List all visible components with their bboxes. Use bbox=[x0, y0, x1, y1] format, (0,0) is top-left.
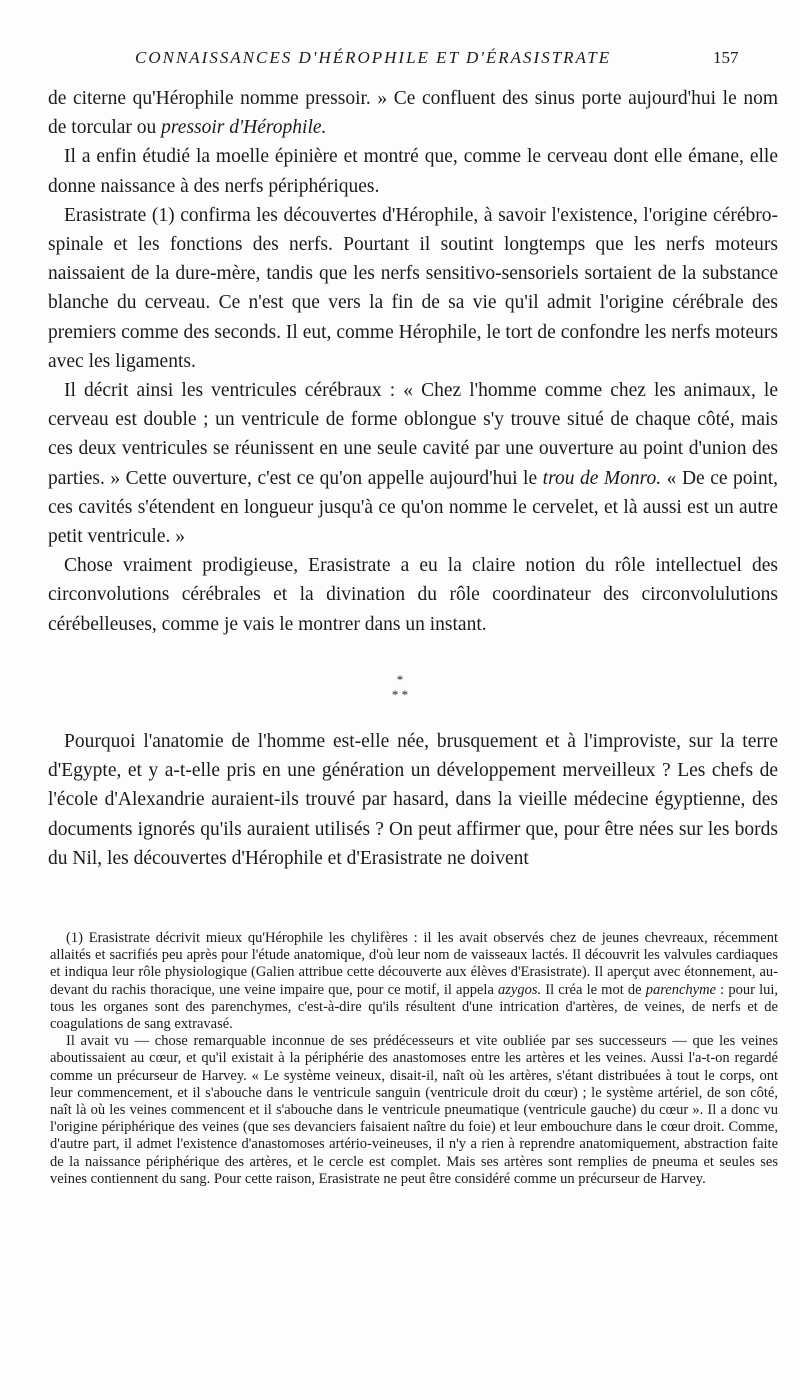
footnote-1-italic-2: parenchyme bbox=[645, 981, 717, 998]
footnote-1 bbox=[50, 930, 778, 1033]
section-divider-star-top: * bbox=[396, 672, 404, 687]
main-text-lower bbox=[48, 727, 778, 873]
running-title: CONNAISSANCES D'HÉROPHILE ET D'ÉRASISTRATE bbox=[135, 48, 612, 67]
footnote-1-text-a: (1) Erasistrate décrivit mieux qu'Hérophile les chylifères : il les avait observés chez de jeunes chevreaux, récemment allaités et sacrifiés peu après pour l'étude anatomique, d'où leur nom de vaisseaux lactés. Il découvrit les valvules cardiaques et indiqua leur rôle physiologique (Galien attribue cette découverte aux élèves d'Erasistrate). Il aperçut avec étonnement, au-devant du rachis thoracique, une veine impaire que, pour ce motif, il appela bbox=[50, 930, 778, 998]
paragraph-2: Il a enfin étudié la moelle épinière et montré que, comme le cerveau dont elle émane, elle donne naissance à des nerfs périphériques. bbox=[48, 146, 778, 197]
footnote-1-text-c: : pour lui, tous les organes sont des parenchymes, c'est-à-dire qu'ils résultent d'une intrication d'artères, de veines, de nerfs et de coagulations de sang extravasé. bbox=[50, 981, 779, 1033]
paragraph-4-text-a: Il décrit ainsi les ventricules cérébraux : « Chez l'homme comme chez les animaux, le cerveau est double ; un ventricule de forme oblongue s'y trouve situé de chaque côté, mais ces deux ventricules se réunissent en une seule cavité par une ouverture au point d'union des parties. » Cette ouverture, c'est ce qu'on appelle aujourd'hui le bbox=[48, 380, 778, 489]
paragraph-4-italic: trou de Monro. bbox=[542, 467, 662, 489]
page-header bbox=[0, 48, 800, 74]
footnotes bbox=[50, 930, 778, 1188]
footnote-2: Il avait vu — chose remarquable inconnue de ses prédécesseurs et vite oubliée par ses successeurs — que les veines aboutissaient au cœur, et qu'il existait à la périphérie des anastomoses entre les artères et les veines. Aussi l'a-t-on regardé comme un précurseur de Harvey. « Le système veineux, disait-il, naît où les artères, s'étant distribuées à tout le corps, ont leur commencement, et il s'abouche dans le ventricule sanguin (ventricule droit du cœur) ; le système artériel, de son côté, naît là où les veines commencent et il s'abouche dans le ventricule pneumatique (ventricule gauche) du cœur ». Il a donc vu l'origine périphérique des veines (que ses devanciers faisaient naître du foie) et leur embouchure dans le cœur droit. Comme, d'autre part, il admet l'existence d'anastomoses artério-veineuses, il n'y a rien à reprendre anatomiquement, abstraction faite de la naissance périphérique des artères, et le cercle est complet. Mais ses artères sont remplies de pneuma et seules ses veines contiennent du sang. Pour cette raison, Erasistrate ne peut être considéré comme un précurseur de Harvey. bbox=[50, 1033, 778, 1187]
paragraph-1-text: de citerne qu'Hérophile nomme pressoir. » Ce confluent des sinus porte aujourd'hui le nom de torcular ou bbox=[48, 88, 778, 139]
paragraph-4 bbox=[48, 376, 778, 551]
page-number: 157 bbox=[713, 48, 739, 67]
paragraph-1 bbox=[48, 84, 778, 142]
paragraph-5: Chose vraiment prodigieuse, Erasistrate a eu la claire notion du rôle intellectuel des circonvolutions cérébrales et la divination du rôle coordinateur des circonvolulutions cérébelleuses, comme je vais le montrer dans un instant. bbox=[48, 555, 778, 635]
main-text-upper bbox=[48, 84, 778, 639]
paragraph-6: Pourquoi l'anatomie de l'homme est-elle née, brusquement et à l'improviste, sur la terre d'Egypte, et y a-t-elle pris en une génération un développement merveilleux ? Les chefs de l'école d'Alexandrie auraient-ils trouvé par hasard, dans la vieille médecine égyptienne, des documents ignorés qu'ils auraient utilisés ? On peut affirmer que, pour être nées sur les bords du Nil, les découvertes d'Hérophile et d'Erasistrate ne doivent bbox=[48, 731, 778, 869]
paragraph-1-italic: pressoir d'Hérophile. bbox=[161, 117, 327, 139]
paragraph-3: Erasistrate (1) confirma les découvertes d'Hérophile, à savoir l'existence, l'origine cérébro-spinale et les fonctions des nerfs. Pourtant il soutint longtemps que les nerfs moteurs naissaient de la dure-mère, tandis que les nerfs sensitivo-sensoriels sortaient de la substance blanche du cerveau. Ce n'est que vers la fin de sa vie qu'il admit l'origine cérébrale des premiers comme des seconds. Il eut, comme Hérophile, le tort de confondre les nerfs moteurs avec les ligaments. bbox=[48, 204, 778, 372]
footnote-1-text-b: Il créa le mot de bbox=[541, 981, 646, 998]
paragraph-4-text-b: « De ce point, ces cavités s'étendent en longueur jusqu'à ce qu'on nomme le cervelet, et là aussi est un autre petit ventricule. » bbox=[48, 467, 779, 548]
section-divider-stars-bottom: * * bbox=[391, 687, 409, 702]
footnote-1-italic-1: azygos. bbox=[498, 981, 542, 998]
